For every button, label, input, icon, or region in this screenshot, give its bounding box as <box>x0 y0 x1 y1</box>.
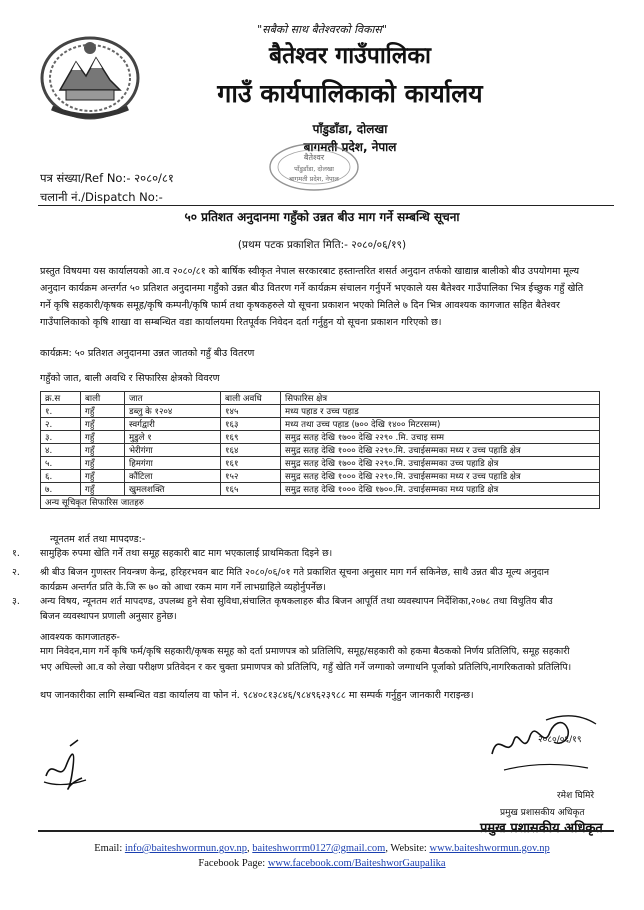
office-name: गाउँ कार्यपालिकाको कार्यालय <box>217 79 483 108</box>
table-cell: गहुँ <box>81 431 125 444</box>
table-cell: ७. <box>41 483 81 496</box>
slogan: "सबैको साथ बैतेश्वरको विकास" <box>257 23 387 36</box>
table-cell: १. <box>41 405 81 418</box>
table-cell: गहुँ <box>81 457 125 470</box>
initials-signature-icon <box>42 738 90 790</box>
table-row <box>41 431 600 444</box>
dispatch-number: चलानी नं./Dispatch No:- <box>40 190 163 204</box>
table-cell: कौंटिला <box>125 470 221 483</box>
table-row <box>41 470 600 483</box>
table-cell: गहुँ <box>81 444 125 457</box>
reference-number: पत्र संख्या/Ref No:- २०८०/८१ <box>40 171 174 185</box>
condition-item <box>12 546 622 562</box>
condition-item <box>12 565 622 597</box>
table-cell: ६. <box>41 470 81 483</box>
officer-signature-icon <box>484 710 604 800</box>
condition-number: २. <box>12 567 20 578</box>
officer-role-small: प्रमुख प्रशासकीय अधिकृत <box>500 808 585 818</box>
table-cell: १६३ <box>221 418 281 431</box>
table-header-cell: बाली अवधि <box>221 392 281 405</box>
website-label: , Website: <box>385 843 430 854</box>
footer-facebook-line <box>0 858 644 869</box>
table-cell: १४५ <box>221 405 281 418</box>
table-footer-row <box>41 496 600 509</box>
program-line: कार्यक्रम: ५० प्रतिशत अनुदानमा उन्नत जातको गहुँ बीउ वितरण <box>40 348 255 359</box>
notice-body-line: गाउँपालिकाको कृषि शाखा वा सम्बन्धित वडा कार्यालयमा रितपूर्वक निवेदन दर्ता गर्नुहुन यो सूचना प्रकाशन गरिएको छ। <box>40 317 442 328</box>
notice-title: ५० प्रतिशत अनुदानमा गहुँको उन्नत बीउ माग गर्ने सम्बन्धि सूचना <box>184 210 460 224</box>
table-cell: ५. <box>41 457 81 470</box>
stamp-line-1: बैतेश्वर <box>303 153 325 162</box>
table-cell: ३. <box>41 431 81 444</box>
table-cell: समुद्र सतह देखि १००० देखि २२९०.मि. उचाईसम्मका मध्य र उच्च पहाडि क्षेत्र <box>281 470 600 483</box>
table-cell: समुद्र सतह देखि १००० देखि २२९०.मि. उचाईसम्मका मध्य र उच्च पहाडि क्षेत्र <box>281 444 600 457</box>
table-cell: हिमगंगा <box>125 457 221 470</box>
table-row <box>41 405 600 418</box>
table-header-cell: जात <box>125 392 221 405</box>
table-header-row <box>41 392 600 405</box>
conditions-heading: न्यूनतम शर्त तथा मापदण्ड:- <box>50 534 146 545</box>
footer-divider <box>38 830 614 832</box>
table-row <box>41 457 600 470</box>
gmail-link[interactable]: baiteshworrm0127@gmail.com <box>252 843 386 854</box>
table-cell: समुद्र सतह देखि १७०० देखि २२९०.मि. उचाईसम्मका उच्च पहाडि क्षेत्र <box>281 457 600 470</box>
notice-body <box>40 263 610 331</box>
email-link[interactable]: info@baiteshwormun.gov.np <box>124 843 248 854</box>
condition-item <box>12 594 622 626</box>
condition-number: १. <box>12 548 20 559</box>
condition-text: सामुहिक रुपमा खेति गर्ने तथा समूह सहकारी बाट माग भएकालाई प्राथमिकता दिइने छ। <box>40 548 333 559</box>
condition-text: श्री बीउ बिजन गुणस्तर नियन्त्रण केन्द्र, हरिहरभवन बाट मिति २०८०/०६/०१ गते प्रकाशित सूचना अनुसार माग गर्न सकिनेछ, साथै उन्नत बीउ मूल्य अनुदान <box>40 567 550 578</box>
table-cell: मध्य पहाड र उच्च पहाड <box>281 405 600 418</box>
table-cell: १६१ <box>221 457 281 470</box>
header-divider <box>38 205 614 206</box>
table-row <box>41 483 600 496</box>
condition-text: कार्यक्रम अन्तर्गत प्रति के.जि रू ७० को आधा रकम माग गर्ने लाभग्राहिले व्यहोर्नुपर्नेछ। <box>40 582 326 593</box>
signature-date: २०८०/०६/१९ <box>538 735 582 745</box>
wheat-variety-table <box>40 391 600 509</box>
table-row <box>41 444 600 457</box>
table-cell: स्वर्गद्वारी <box>125 418 221 431</box>
table-header-cell: क्र.स <box>41 392 81 405</box>
table-cell: गहुँ <box>81 483 125 496</box>
email-label: Email: <box>94 843 125 854</box>
table-cell: ४. <box>41 444 81 457</box>
nepal-emblem-icon <box>38 28 142 122</box>
table-caption: गहुँको जात, बाली अवधि र सिफारिस क्षेत्रको विवरण <box>40 373 220 384</box>
table-cell: गहुँ <box>81 418 125 431</box>
table-cell: डब्लु के १२०४ <box>125 405 221 418</box>
condition-number: ३. <box>12 596 20 607</box>
website-link[interactable]: www.baiteshwormun.gov.np <box>429 843 550 854</box>
documents-list <box>40 644 571 676</box>
address-line-2: बागमती प्रदेश, नेपाल <box>303 140 397 154</box>
stamp-line-2: पाँडुडाँडा, दोलखा <box>294 165 334 173</box>
office-stamp-icon <box>268 142 360 192</box>
table-cell: १५२ <box>221 470 281 483</box>
organization-name: बैतेश्वर गाउँपालिका <box>269 43 431 69</box>
table-footer-cell: अन्य सूचिकृत सिफारिस जातहरु <box>41 496 600 509</box>
officer-role-large: प्रमुख प्रशासकीय अधिकृत <box>480 821 603 836</box>
address-line-1: पाँडुडाँडा, दोलखा <box>312 122 388 136</box>
notice-body-line: अनुदान कार्यक्रम अन्तर्गत ५० प्रतिशत अनुदानमा गहुँको उन्नत बीउ वितरण गर्ने कार्यक्रम संचालन गर्नुपर्ने भएकाले यस बैतेश्वर गाउँपालिका भित्र ईच्छुक गहुँ खेति <box>40 283 584 294</box>
table-row <box>41 418 600 431</box>
contact-line: थप जानकारीका लागि सम्बन्धित वडा कार्यालय वा फोन नं. ९८४०८१३८४६/९८४९६२३९८८ मा सम्पर्क गर्नुहुन जानकारी गराइन्छ। <box>40 690 474 701</box>
published-date: (प्रथम पटक प्रकाशित मिति:- २०८०/०६/१९) <box>237 239 407 251</box>
condition-text: बिजन व्यवस्थापन प्रणाली अनुसार हुनेछ। <box>40 611 177 622</box>
facebook-label: Facebook Page: <box>198 858 268 869</box>
table-header-cell: सिफारिस क्षेत्र <box>281 392 600 405</box>
table-cell: १६५ <box>221 483 281 496</box>
documents-line: माग निवेदन,माग गर्ने कृषि फर्म/कृषि सहकारी/कृषक समूह को दर्ता प्रमाणपत्र को प्रतिलिपि, समूह/सहकारी को हकमा बैठकको निर्णय प्रतिलिपि, समूह सहकारी <box>40 646 570 657</box>
notice-body-line: प्रस्तुत विषयमा यस कार्यालयको आ.व २०८०/८१ को बार्षिक स्वीकृत नेपाल सरकारबाट हस्तान्तरित शसर्त अनुदान तर्फको खाद्यान्न बालीको बीउ उपयोगमा मूल्य <box>40 266 580 277</box>
table-cell: समुद्र सतह देखि १७०० देखि २२९० .मि. उचाइ सम्म <box>281 431 600 444</box>
table-cell: १६९ <box>221 431 281 444</box>
stamp-line-3: बागमती प्रदेश, नेपाल <box>289 175 339 183</box>
table-cell: १६४ <box>221 444 281 457</box>
documents-line: भए अघिल्लो आ.व को लेखा परीक्षण प्रतिवेदन र कर चुक्ता प्रमाणपत्र को प्रतिलिपि, गहुँ खेति गर्ने जग्गाको जग्गाधनि पूर्जाको प्रतिलिपि,नागरिकताको प्रतिलिपि। <box>40 662 572 673</box>
table-cell: गहुँ <box>81 405 125 418</box>
notice-body-line: गर्ने कृषि सहकारी/कृषक समूह/कृषि कम्पनी/कृषि फार्म तथा कृषकहरुले यो सूचना प्रकाशन भएको मितिले ७ दिन भित्र आवश्यक कागजात सहित बैतेश्वर <box>40 300 560 311</box>
table-cell: गहुँ <box>81 470 125 483</box>
table-cell: मुडुले १ <box>125 431 221 444</box>
facebook-link[interactable]: www.facebook.com/BaiteshworGaupalika <box>267 858 446 869</box>
table-header-cell: बाली <box>81 392 125 405</box>
documents-heading: आवश्यक कागजातहरु- <box>40 632 120 643</box>
table-cell: भेरीगंगा <box>125 444 221 457</box>
officer-name: रमेश घिमिरे <box>557 791 595 801</box>
condition-text: अन्य विषय, न्यूनतम शर्त मापदण्ड, उपलब्ध हुने सेवा सुविधा,संचालित कृषकलाहरु बीउ बिजन आपूर्ति तथा व्यवस्थापन निर्देशिका,२०७८ तथा विधुतिय बीउ <box>40 596 553 607</box>
table-cell: २. <box>41 418 81 431</box>
separator: , <box>247 843 253 854</box>
footer-contact-line <box>0 843 644 854</box>
table-cell: खुमलशक्ति <box>125 483 221 496</box>
table-cell: समुद्र सतह देखि १००० देखि १७००.मि. उचाईसम्मका मध्य पहाडि क्षेत्र <box>281 483 600 496</box>
table-cell: मध्य तथा उच्च पहाड (७०० देखि १४०० मिटरसम्म) <box>281 418 600 431</box>
